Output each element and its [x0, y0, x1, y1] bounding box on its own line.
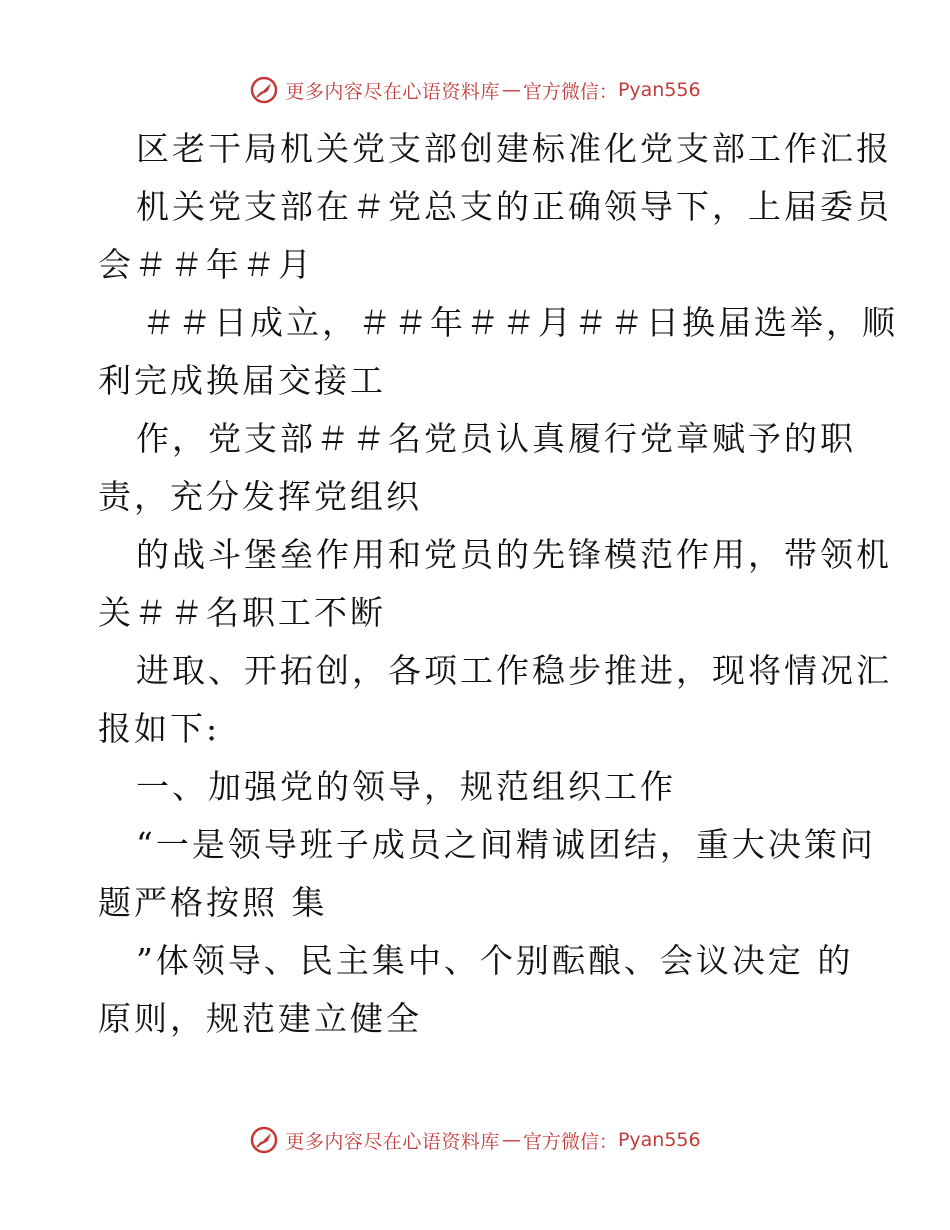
paragraph-line: 机关党支部在＃党总支的正确领导下，上届委员: [136, 187, 892, 226]
paragraph-line: 利完成换届交接工: [98, 361, 386, 400]
paragraph-line: 原则，规范建立健全: [98, 999, 422, 1038]
paragraph-line: ＃＃日成立，＃＃年＃＃月＃＃日换届选举，顺: [142, 303, 898, 342]
header-banner: [0, 70, 950, 110]
paragraph-line: 题严格按照 集: [98, 883, 328, 922]
paragraph-line: 责，充分发挥党组织: [98, 477, 422, 516]
quill-logo-icon: [249, 1125, 279, 1155]
quill-logo-icon: [249, 75, 279, 105]
section-heading: 一、加强党的领导，规范组织工作: [136, 767, 676, 806]
paragraph-line: 作，党支部＃＃名党员认真履行党章赋予的职: [136, 419, 856, 458]
paragraph-line: 报如下:: [98, 709, 221, 748]
banner-handle: Pyan556: [617, 79, 701, 101]
banner-handle: Pyan556: [617, 1129, 701, 1151]
paragraph-line: 的战斗堡垒作用和党员的先锋模范作用，带领机: [136, 535, 892, 574]
banner-dash: —: [501, 79, 521, 101]
document-body: [98, 120, 898, 1048]
footer-banner: [0, 1120, 950, 1160]
paragraph-line: 会＃＃年＃月: [98, 245, 314, 284]
paragraph-line: ”体领导、民主集中、个别酝酿、会议决定 的: [136, 941, 854, 980]
banner-wechat-label: 官方微信：: [522, 80, 618, 103]
document-title: 区老干局机关党支部创建标准化党支部工作汇报: [136, 129, 892, 168]
banner-brand: 更多内容尽在心语资料库: [285, 1130, 500, 1153]
banner-brand: 更多内容尽在心语资料库: [285, 80, 500, 103]
paragraph-line: “一是领导班子成员之间精诚团结，重大决策问: [136, 825, 876, 864]
paragraph-line: 关＃＃名职工不断: [98, 593, 386, 632]
banner-wechat-label: 官方微信：: [522, 1130, 618, 1153]
banner-dash: —: [501, 1129, 521, 1151]
paragraph-line: 进取、开拓创，各项工作稳步推进，现将情况汇: [136, 651, 892, 690]
